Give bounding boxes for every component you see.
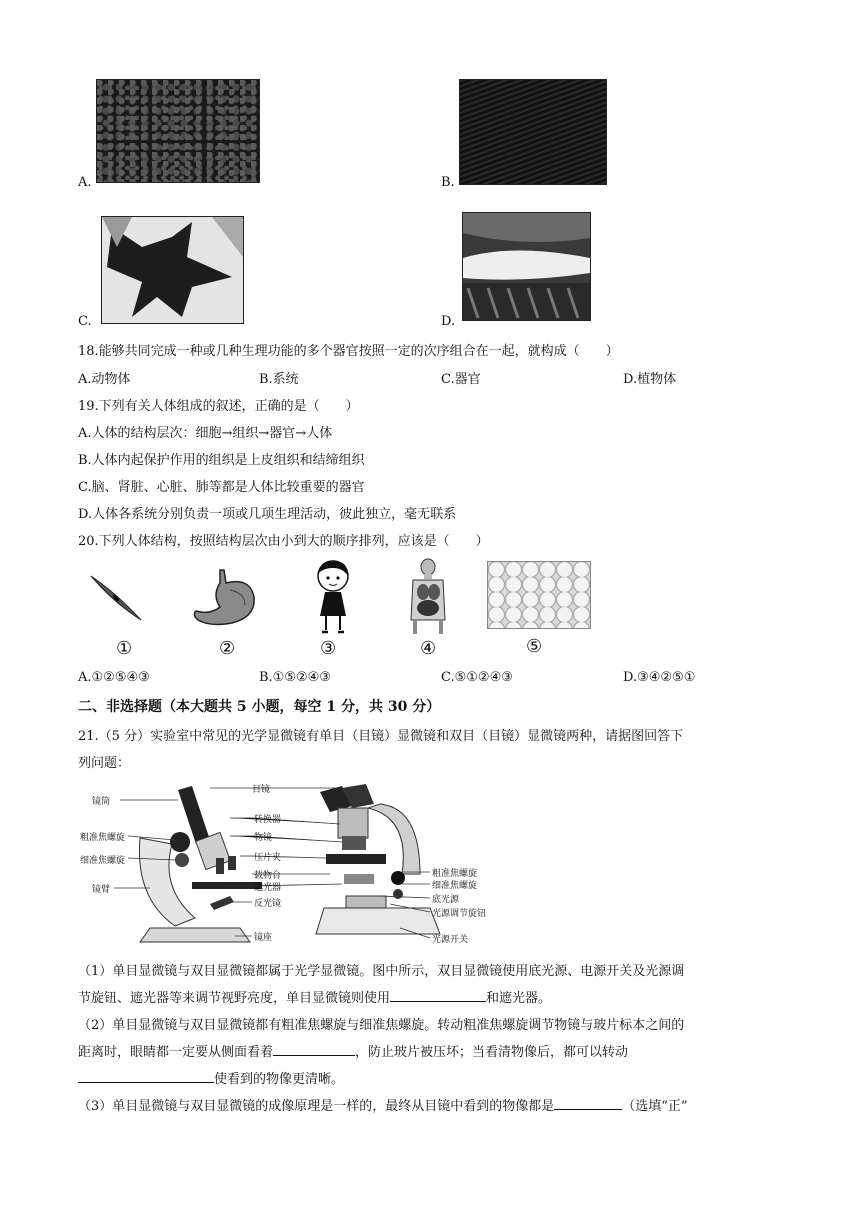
q21-p2-line2-text-b: ，防止玻片被压坏；当看清物像后，都可以转动: [355, 1045, 629, 1060]
q19-option-a: A.人体的结构层次：细胞→组织→器官→人体: [78, 426, 333, 441]
label-objective: 物镜: [254, 833, 273, 843]
q18-option-d: D.植物体: [623, 372, 677, 387]
q21-blank-2[interactable]: [273, 1043, 355, 1056]
q21-p3-line1-text-a: （3）单目显微镜与双目显微镜的成像原理是一样的，最终从目镜中看到的物像都是: [78, 1099, 555, 1114]
q20-stem: 20.下列人体结构，按照结构层次由小到大的顺序排列，应该是（ ）: [78, 534, 489, 549]
option-d-label: D.: [441, 314, 456, 329]
label-base: 镜座: [254, 933, 273, 943]
q21-blank-3[interactable]: [78, 1070, 214, 1083]
q18-stem: 18.能够共同完成一种或几种生理功能的多个器官按照一定的次序组合在一起，就构成（ ）: [78, 344, 619, 359]
label-tube: 镜筒: [92, 797, 111, 807]
adipose-tissue-figure: [487, 561, 591, 629]
q21-blank-1[interactable]: [390, 989, 486, 1002]
option-b-label: B.: [441, 175, 455, 190]
q18-option-a: A.动物体: [78, 372, 131, 387]
q18-option-c: C.器官: [441, 372, 481, 387]
label-eyepiece: 目镜: [252, 785, 271, 795]
label-coarse-right: 粗准焦螺旋: [432, 869, 478, 879]
q21-blank-4[interactable]: [554, 1097, 622, 1110]
q20-option-d: D.③④②⑤①: [623, 670, 696, 685]
q19-stem: 19.下列有关人体组成的叙述，正确的是（ ）: [78, 399, 359, 414]
label-fine-right: 细准焦螺旋: [432, 881, 478, 891]
label-stage: 载物台: [254, 871, 282, 881]
label-light-switch: 光源开关: [432, 935, 469, 945]
tissue-image-c: [101, 216, 244, 324]
label-diaphragm: 遮光器: [254, 883, 282, 893]
option-a-label: A.: [78, 175, 92, 190]
q19-option-b: B.人体内起保护作用的组织是上皮组织和结缔组织: [78, 453, 365, 468]
label-fine-left: 细准焦螺旋: [80, 856, 126, 866]
label-stage-clip: 压片夹: [254, 853, 282, 863]
label-arm: 镜臂: [92, 885, 111, 895]
muscle-cell-figure: [86, 568, 146, 628]
figure-number-3: ③: [320, 638, 337, 659]
q21-p2-line3: [78, 1068, 344, 1087]
q21-p1-line1: （1）单目显微镜与双目显微镜都属于光学显微镜。图中所示，双目显微镜使用底光源、电源开关及光源调: [78, 964, 685, 979]
q20-option-a: A.①②⑤④③: [78, 670, 150, 685]
section-title: 二、非选择题（本大题共 5 小题，每空 1 分，共 30 分）: [78, 699, 441, 715]
tissue-image-d: [462, 212, 591, 321]
q21-p3-line1: [78, 1095, 688, 1114]
q21-p3-line1-text-b: （选填“正”: [622, 1099, 688, 1114]
q20-option-b: B.①⑤②④③: [259, 670, 331, 685]
label-nosepiece: 转换器: [254, 815, 282, 825]
q20-option-c: C.⑤①②④③: [441, 670, 513, 685]
microscope-diagram: [80, 778, 530, 948]
q21-p2-line2-text-a: 距离时，眼睛都一定要从侧面看着: [78, 1045, 274, 1060]
girl-figure: [308, 558, 358, 636]
q19-option-c: C.脑、肾脏、心脏、肺等都是人体比较重要的器官: [78, 480, 365, 495]
body-systems-figure: [407, 558, 449, 636]
q21-stem-line1: 21.（5 分）实验室中常见的光学显微镜有单目（目镜）显微镜和双目（目镜）显微镜两种，请据图回答下: [78, 729, 684, 744]
stomach-figure: [190, 565, 260, 630]
q21-p2-line1: （2）单目显微镜与双目显微镜都有粗准焦螺旋与细准焦螺旋。转动粗准焦螺旋调节物镜与玻片标本之间的: [78, 1018, 685, 1033]
q21-p2-line2: [78, 1041, 628, 1060]
figure-number-5: ⑤: [526, 636, 543, 657]
q21-p2-line3-text: 使看到的物像更清晰。: [214, 1072, 345, 1087]
figure-number-2: ②: [219, 638, 236, 659]
label-mirror: 反光镜: [254, 899, 282, 909]
q21-p1-line2-text-a: 节旋钮、遮光器等来调节视野亮度，单目显微镜则使用: [78, 991, 391, 1006]
tissue-image-b: [459, 79, 607, 185]
q19-option-d: D.人体各系统分别负责一项或几项生理活动，彼此独立，毫无联系: [78, 507, 457, 522]
label-coarse-left: 粗准焦螺旋: [80, 833, 126, 843]
figure-number-1: ①: [116, 638, 133, 659]
figure-number-4: ④: [420, 638, 437, 659]
label-bottom-light: 底光源: [432, 895, 460, 905]
q21-p1-line2-text-b: 和遮光器。: [486, 991, 552, 1006]
q21-p1-line2: [78, 987, 551, 1006]
label-light-knob: 光源调节旋钮: [432, 909, 487, 919]
q18-option-b: B.系统: [259, 372, 299, 387]
tissue-image-a: [96, 79, 260, 183]
option-c-label: C.: [78, 314, 92, 329]
q21-stem-line2: 列问题：: [78, 756, 131, 771]
